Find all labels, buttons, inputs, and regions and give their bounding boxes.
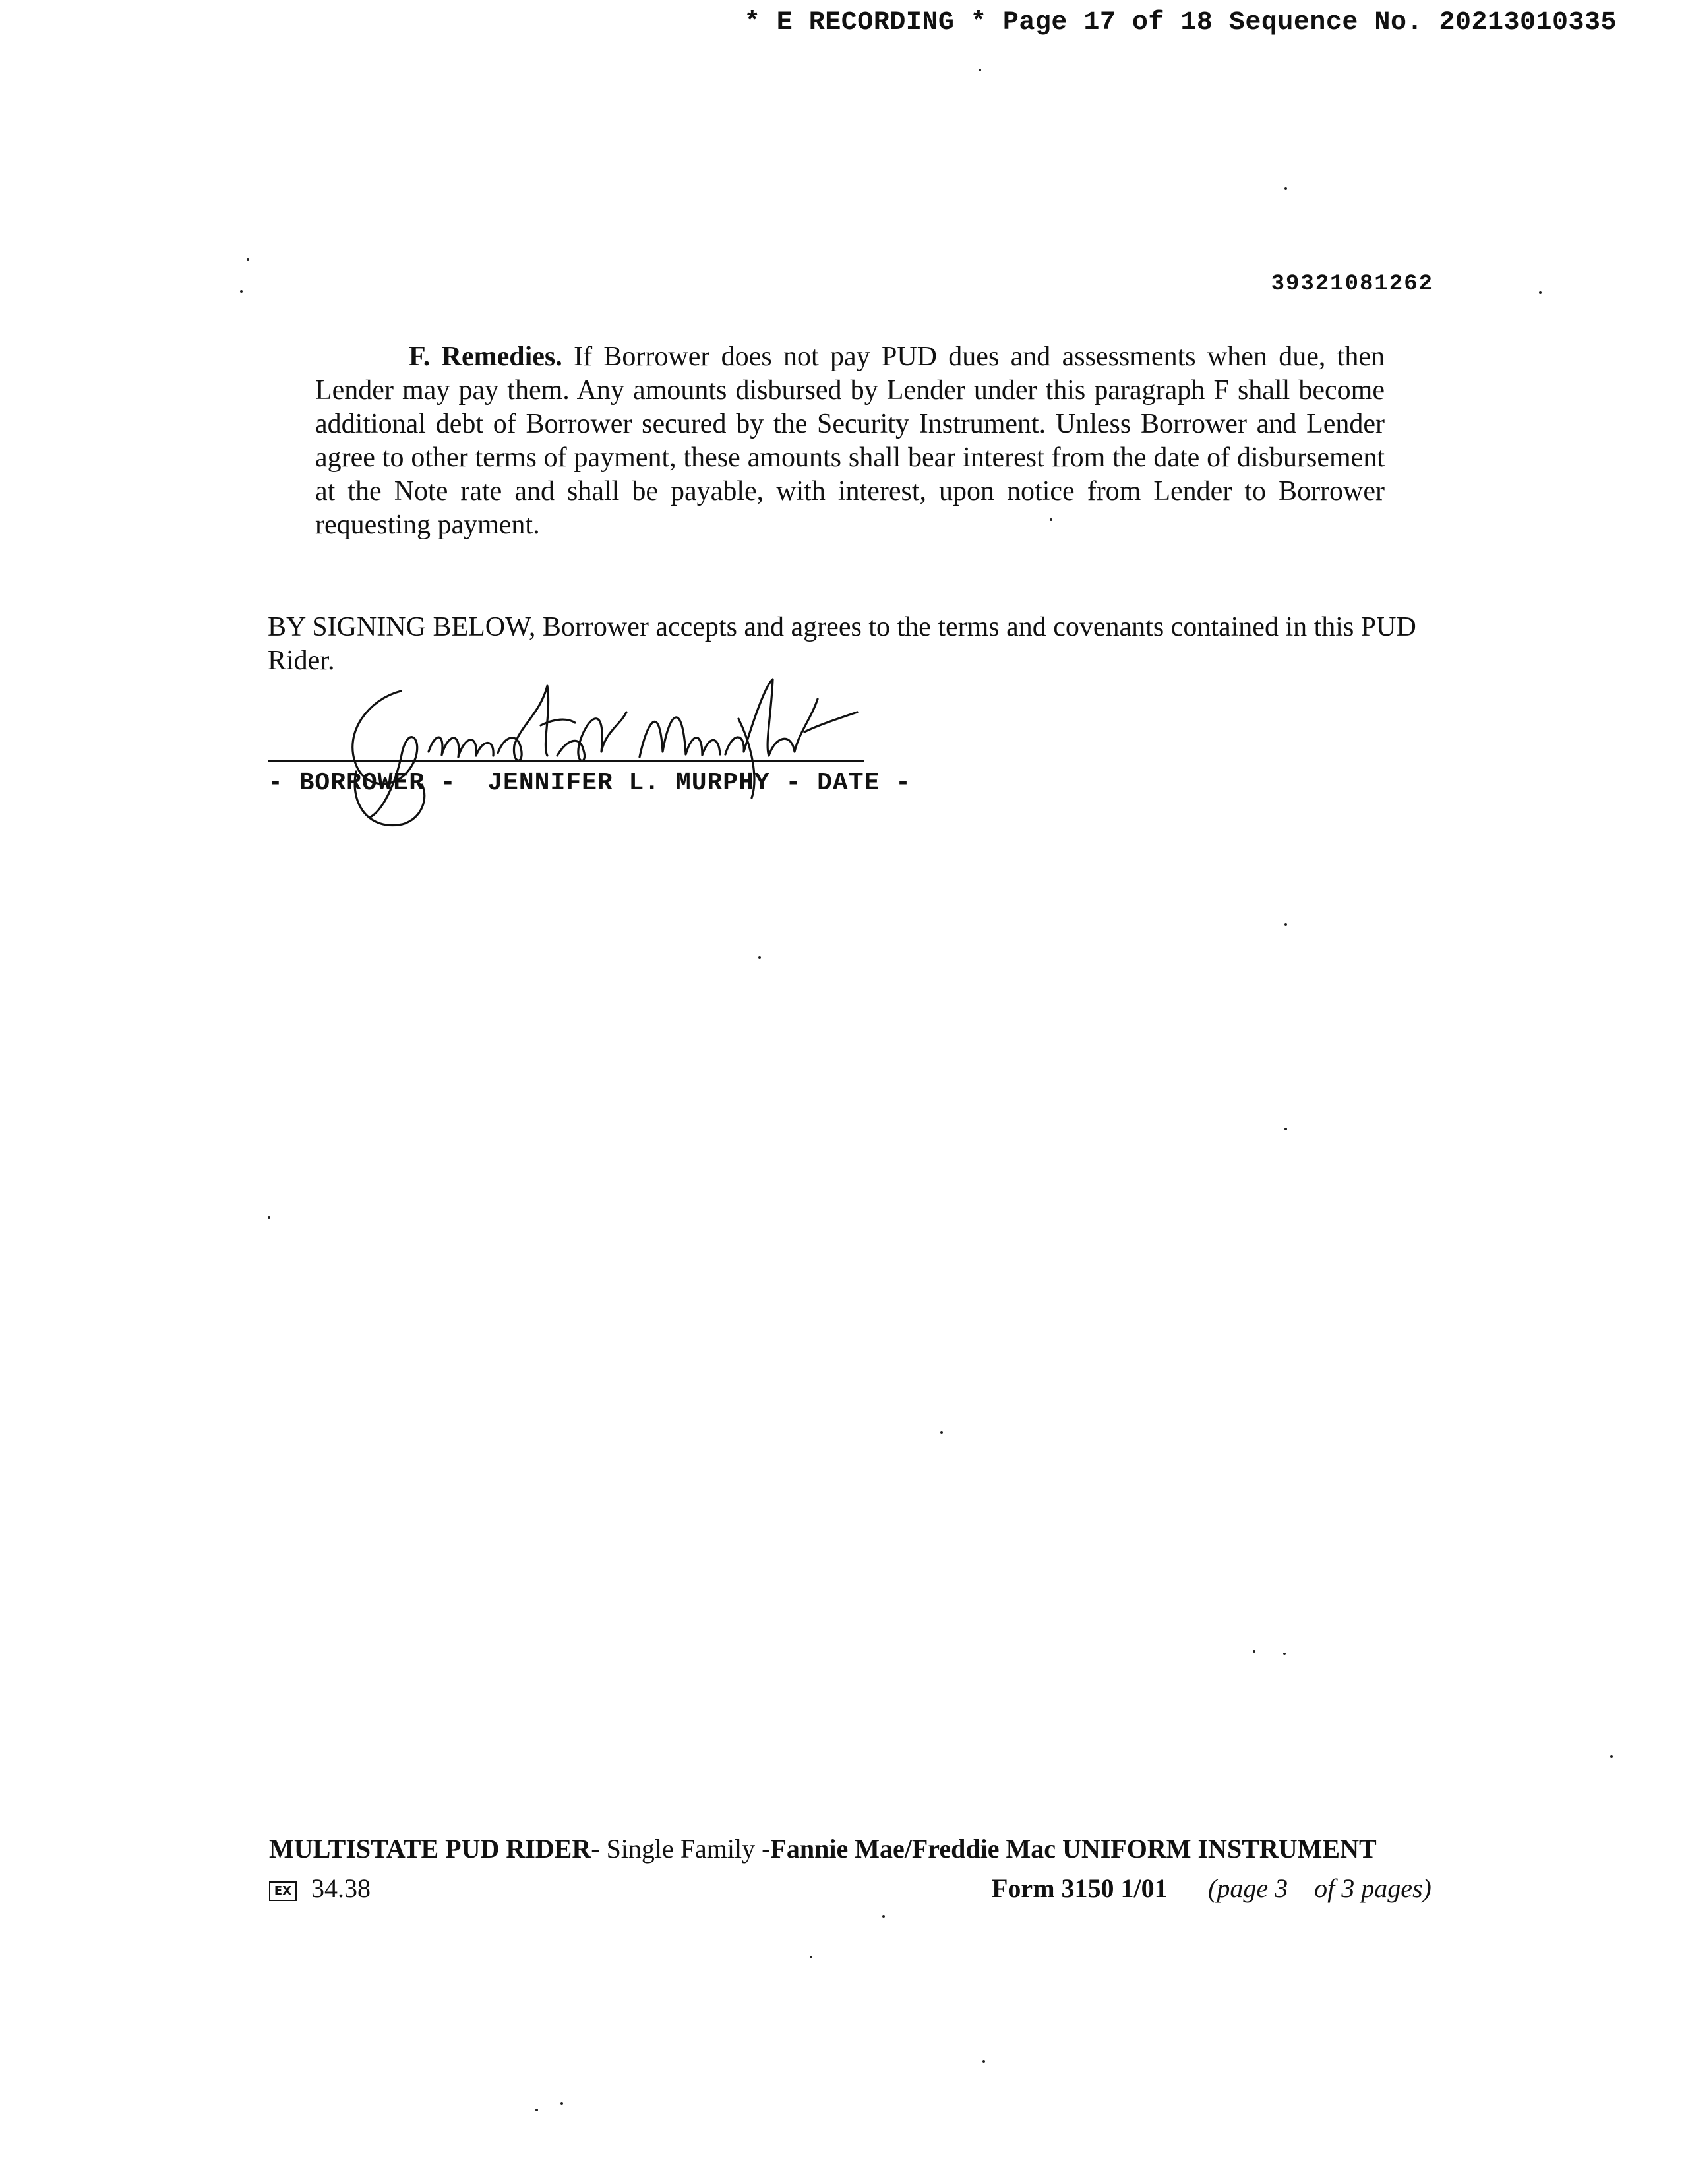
scan-speck [982,2060,985,2063]
signature-stroke [498,686,549,760]
footer-form-line [269,1873,1432,1910]
signing-statement: BY SIGNING BELOW, Borrower accepts and agrees to the terms and covenants contained in this PUD Rider. [268,612,1416,676]
signature-stroke [725,679,818,756]
scan-speck [1539,291,1542,294]
scan-speck [979,69,981,71]
scan-speck [1253,1650,1255,1653]
signature-stroke [640,717,720,757]
scan-speck [1610,1755,1613,1758]
footer-title-part: -Fannie Mae/Freddie Mac UNIFORM INSTRUMENT [762,1834,1377,1864]
remedies-paragraph [315,340,1385,542]
remedies-heading: F. Remedies. [409,342,562,372]
scan-speck [1284,1128,1287,1130]
scan-speck [1283,1653,1286,1655]
loan-number: 39321081262 [1271,272,1433,297]
page-count: (page 3 of 3 pages) [1208,1873,1432,1903]
form-number: Form 3150 1/01 [992,1873,1168,1903]
footer-title [269,1833,1390,1864]
signature-stroke [429,737,493,757]
footer-title-part: MULTISTATE PUD RIDER- [269,1834,600,1864]
scan-speck [1284,187,1287,190]
signature-stroke [804,712,857,732]
signature-caption: - BORROWER - JENNIFER L. MURPHY - DATE - [268,769,911,797]
scan-speck [535,2109,538,2111]
form-code [269,1873,371,1904]
scan-speck [758,956,761,959]
footer-title-part: Single Family [599,1834,762,1864]
recording-header: * E RECORDING * Page 17 of 18 Sequence No. 20213010335 [744,8,1617,38]
scan-speck [882,1915,885,1918]
signature-stroke [541,719,575,725]
form-code-value: 34.38 [311,1873,371,1903]
scan-speck [940,1431,943,1434]
scan-speck [810,1956,812,1958]
scan-speck [268,1216,270,1219]
scan-speck [1050,518,1052,521]
scan-speck [240,290,243,293]
form-logo-icon: EX [269,1881,297,1901]
scan-speck [560,2102,563,2105]
scan-speck [1284,923,1287,926]
borrower-signature [330,673,870,837]
scan-speck [247,258,249,261]
signature-stroke [353,691,417,818]
remedies-body: If Borrower does not pay PUD dues and assessments when due, then Lender may pay them. Any amounts disbursed by Lender under this paragraph F shall become additional debt of Borrower secured by the Security Instrument. Unless Borrower and Lender agree to other terms of payment, these amounts shall bear interest from the date of disbursement at the Note rate and shall be payable, with interest, upon notice from Lender to Borrower requesting payment. [315,342,1385,540]
